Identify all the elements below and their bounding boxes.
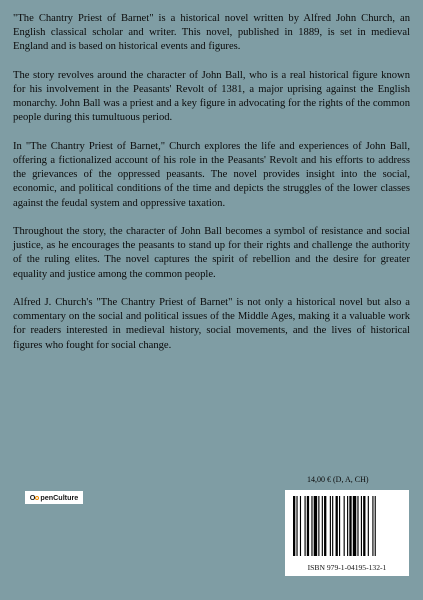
price-label: 14,00 € (D, A, CH) (307, 475, 369, 484)
isbn-label: ISBN 979-1-04195-132-1 (307, 563, 387, 572)
paragraph-1: "The Chantry Priest of Barnet" is a historical novel written by Alfred John Church, an English classical scholar and writer. This novel, published in 1889, is set in medieval England and is based on historical events and figures. (13, 13, 410, 53)
back-cover-text (13, 12, 410, 367)
paragraph-2: The story revolves around the character of John Ball, who is a real historical figure known for his involvement in the Peasants' Revolt of 1381, a major uprising against the English monarchy. John Ball was a priest and a key figure in advocating for the rights of the common people during this tumultuous period. (13, 69, 410, 124)
logo-ring-icon (35, 496, 39, 500)
paragraph-3: In "The Chantry Priest of Barnet," Church explores the life and experiences of John Ball, offering a fictionalized account of his role in the Peasants' Revolt and his efforts to address the grievances of the oppressed peasants. The novel provides insight into the social, economic, and political conditions of the time and depicts the struggles of the lower classes against the feudal system and oppressive taxation. (13, 140, 410, 209)
paragraph-4: Throughout the story, the character of John Ball becomes a symbol of resistance and social justice, as he encourages the peasants to stand up for their rights and challenge the authority of the ruling elites. The novel captures the spirit of rebellion and the desire for greater equality and justice among the common people. (13, 226, 410, 280)
barcode-box (285, 490, 409, 576)
barcode-icon (293, 496, 401, 556)
publisher-logo: O pen Culture (25, 491, 83, 504)
paragraph-5: Alfred J. Church's "The Chantry Priest of Barnet" is not only a historical novel but also a commentary on the social and political issues of the Middle Ages, making it a valuable work for readers interested in medieval history, social movements, and the lives of historical figures who fought for social change. (13, 297, 410, 351)
